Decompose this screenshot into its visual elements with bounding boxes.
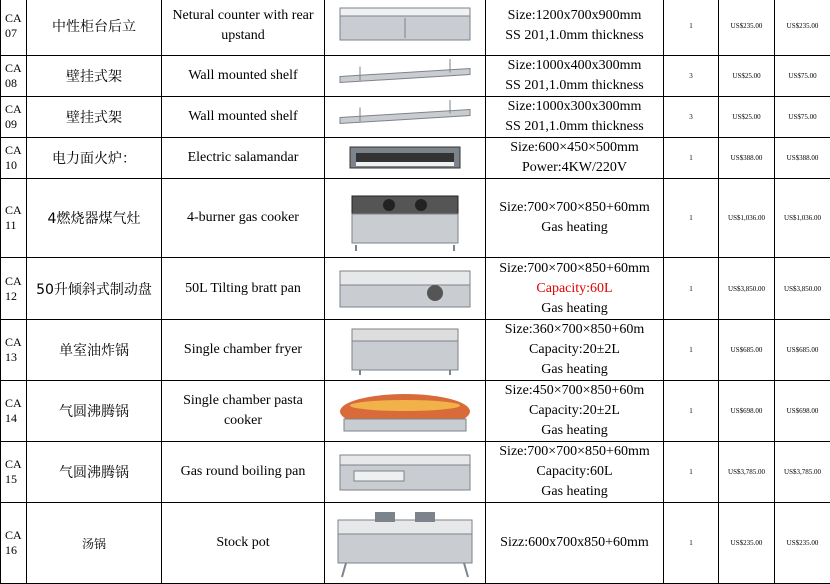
table-row [1,179,830,258]
specification [486,97,664,138]
spec-line: Size:360×700×850+60m [486,320,663,340]
english-name: 50L Tilting bratt pan [162,258,325,320]
total-price: US$685.00 [775,320,830,381]
chinese-name: 电力面火炉： [27,138,162,179]
item-code: CA 15 [1,442,27,503]
quantity: 1 [664,320,719,381]
item-code: CA 07 [1,0,27,56]
unit-price: US$388.00 [719,138,775,179]
spec-line: SS 201,1.0mm thickness [486,117,663,137]
item-code: CA 08 [1,56,27,97]
chinese-name: 壁挂式架 [27,97,162,138]
unit-price: US$235.00 [719,503,775,584]
spec-line: Size:600×450×500mm [486,138,663,158]
quantity: 1 [664,381,719,442]
specification [486,138,664,179]
specification [486,503,664,584]
total-price: US$3,850.00 [775,258,830,320]
table-row [1,503,830,584]
specification [486,179,664,258]
quantity: 1 [664,258,719,320]
table-row [1,258,830,320]
pasta-cooker-photo [325,381,486,442]
spec-line: Capacity:20±2L [486,340,663,360]
spec-line: Capacity:60L [486,279,663,299]
stock-pot-photo [325,503,486,584]
total-price: US$235.00 [775,503,830,584]
unit-price: US$1,036.00 [719,179,775,258]
english-name: Netural counter with rear upstand [162,0,325,56]
chinese-name: 壁挂式架 [27,56,162,97]
specification [486,0,664,56]
spec-line: Capacity:60L [486,462,663,482]
chinese-name: 单室油炸锅 [27,320,162,381]
unit-price: US$25.00 [719,56,775,97]
quantity: 3 [664,56,719,97]
quantity: 1 [664,179,719,258]
english-name: Single chamber fryer [162,320,325,381]
item-code: CA 11 [1,179,27,258]
unit-price: US$698.00 [719,381,775,442]
spec-line: Capacity:20±2L [486,401,663,421]
item-code: CA 13 [1,320,27,381]
english-name: Wall mounted shelf [162,97,325,138]
gas-cooker-photo [325,179,486,258]
shelf-photo [325,56,486,97]
chinese-name: 汤锅 [27,503,162,584]
total-price: US$75.00 [775,97,830,138]
spec-line: Size:700×700×850+60mm [486,442,663,462]
total-price: US$1,036.00 [775,179,830,258]
spec-line: Gas heating [486,218,663,238]
quantity: 1 [664,503,719,584]
chinese-name: 气圆沸腾锅 [27,381,162,442]
total-price: US$698.00 [775,381,830,442]
spec-line: Size:1000x400x300mm [486,56,663,76]
english-name: 4-burner gas cooker [162,179,325,258]
unit-price: US$685.00 [719,320,775,381]
spec-line: Size:450×700×850+60m [486,381,663,401]
chinese-name: 中性柜台后立 [27,0,162,56]
english-name: Electric salamandar [162,138,325,179]
spec-line: Size:1000x300x300mm [486,97,663,117]
specification [486,442,664,503]
spec-line: SS 201,1.0mm thickness [486,26,663,46]
spec-line: Gas heating [486,421,663,441]
unit-price: US$3,785.00 [719,442,775,503]
spec-line: Power:4KW/220V [486,158,663,178]
specification [486,258,664,320]
quantity: 3 [664,97,719,138]
total-price: US$235.00 [775,0,830,56]
specification [486,56,664,97]
fryer-photo [325,320,486,381]
table-row [1,320,830,381]
specification [486,320,664,381]
table-row [1,97,830,138]
quantity: 1 [664,138,719,179]
shelf-photo [325,97,486,138]
spec-line: Sizz:600x700x850+60mm [486,533,663,553]
total-price: US$3,785.00 [775,442,830,503]
item-code: CA 12 [1,258,27,320]
spec-line: SS 201,1.0mm thickness [486,76,663,96]
item-code: CA 09 [1,97,27,138]
spec-line: Size:700×700×850+60mm [486,259,663,279]
counter-photo [325,0,486,56]
table-row [1,0,830,56]
spec-line: Gas heating [486,299,663,319]
spec-line: Gas heating [486,482,663,502]
item-code: CA 14 [1,381,27,442]
total-price: US$75.00 [775,56,830,97]
spec-line: Gas heating [486,360,663,380]
spec-line: Size:1200x700x900mm [486,6,663,26]
bratt-pan-photo [325,258,486,320]
boiling-pan-photo [325,442,486,503]
item-code: CA 10 [1,138,27,179]
table-row [1,138,830,179]
salamander-photo [325,138,486,179]
quantity: 1 [664,442,719,503]
chinese-name: 气圆沸腾锅 [27,442,162,503]
chinese-name: 4燃烧器煤气灶 [27,179,162,258]
english-name: Single chamber pasta cooker [162,381,325,442]
chinese-name: 50升倾斜式制动盘 [27,258,162,320]
unit-price: US$3,850.00 [719,258,775,320]
english-name: Wall mounted shelf [162,56,325,97]
english-name: Stock pot [162,503,325,584]
specification [486,381,664,442]
spec-line: Size:700×700×850+60mm [486,198,663,218]
table-row [1,381,830,442]
table-row [1,442,830,503]
english-name: Gas round boiling pan [162,442,325,503]
quantity: 1 [664,0,719,56]
unit-price: US$235.00 [719,0,775,56]
item-code: CA 16 [1,503,27,584]
total-price: US$388.00 [775,138,830,179]
unit-price: US$25.00 [719,97,775,138]
table-row [1,56,830,97]
